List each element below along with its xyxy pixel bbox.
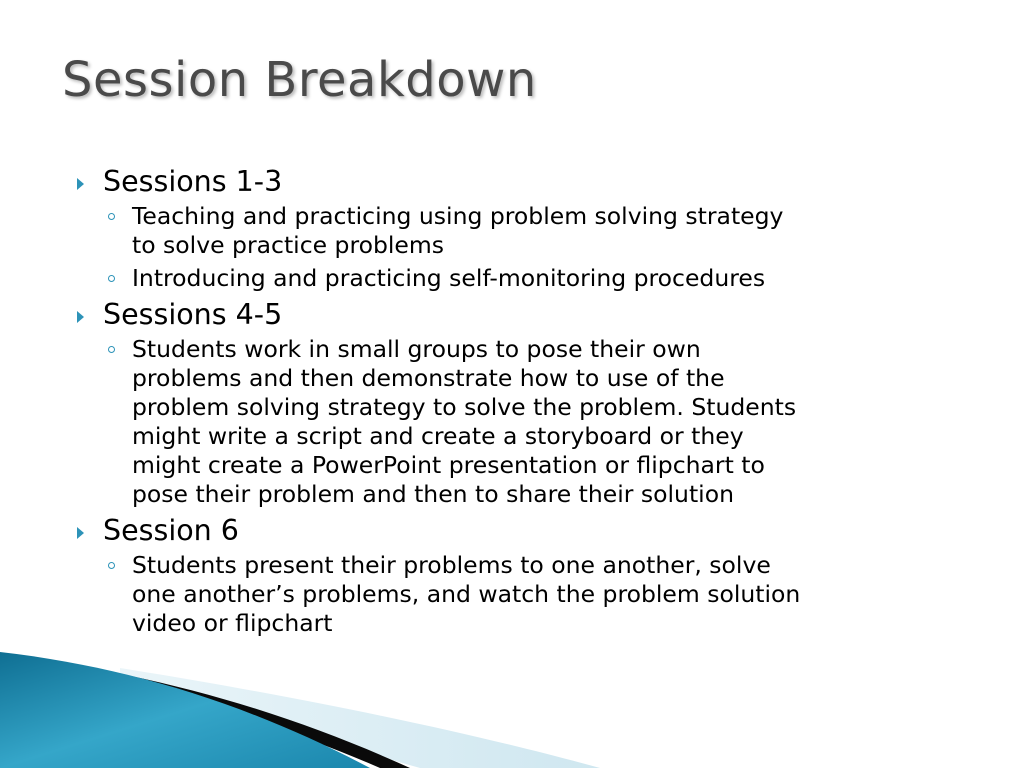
sub-list bbox=[72, 202, 972, 293]
triangle-bullet-icon bbox=[77, 311, 84, 323]
slide-content bbox=[72, 164, 972, 642]
list-item bbox=[72, 264, 972, 293]
list-item bbox=[72, 551, 972, 638]
section-sessions-4-5 bbox=[72, 297, 972, 509]
wave-teal-band bbox=[0, 652, 370, 768]
ring-bullet-icon bbox=[108, 562, 115, 569]
section-heading bbox=[72, 297, 972, 333]
ring-bullet-icon bbox=[108, 346, 115, 353]
sub-list bbox=[72, 551, 972, 638]
slide-title: Session Breakdown bbox=[62, 52, 537, 108]
list-item-line: might create a PowerPoint presentation or flipchart to bbox=[132, 451, 765, 479]
list-item-line: Teaching and practicing using problem solving strategy bbox=[132, 202, 784, 230]
list-item-line: Introducing and practicing self-monitoring procedures bbox=[132, 264, 766, 292]
sub-list bbox=[72, 335, 972, 509]
list-item-line: video or flipchart bbox=[132, 609, 333, 637]
wave-dark-band bbox=[40, 660, 410, 768]
list-item-line: might write a script and create a storyboard or they bbox=[132, 422, 744, 450]
section-heading-text: Sessions 1-3 bbox=[103, 165, 283, 198]
list-item-line: problem solving strategy to solve the problem. Students bbox=[132, 393, 797, 421]
ring-bullet-icon bbox=[108, 275, 115, 282]
section-sessions-1-3 bbox=[72, 164, 972, 293]
list-item-line: one another’s problems, and watch the problem solution bbox=[132, 580, 801, 608]
list-item-line: problems and then demonstrate how to use of the bbox=[132, 364, 725, 392]
section-session-6 bbox=[72, 513, 972, 638]
ring-bullet-icon bbox=[108, 213, 115, 220]
list-item bbox=[72, 335, 972, 509]
list-item bbox=[72, 202, 972, 260]
wave-light-band bbox=[120, 668, 600, 768]
section-heading bbox=[72, 513, 972, 549]
triangle-bullet-icon bbox=[77, 527, 84, 539]
section-heading-text: Session 6 bbox=[103, 514, 239, 547]
list-item-line: to solve practice problems bbox=[132, 231, 445, 259]
list-item-line: Students work in small groups to pose their own bbox=[132, 335, 701, 363]
section-heading-text: Sessions 4-5 bbox=[103, 298, 283, 331]
triangle-bullet-icon bbox=[77, 178, 84, 190]
list-item-line: Students present their problems to one another, solve bbox=[132, 551, 771, 579]
list-item-line: pose their problem and then to share their solution bbox=[132, 480, 734, 508]
section-heading bbox=[72, 164, 972, 200]
